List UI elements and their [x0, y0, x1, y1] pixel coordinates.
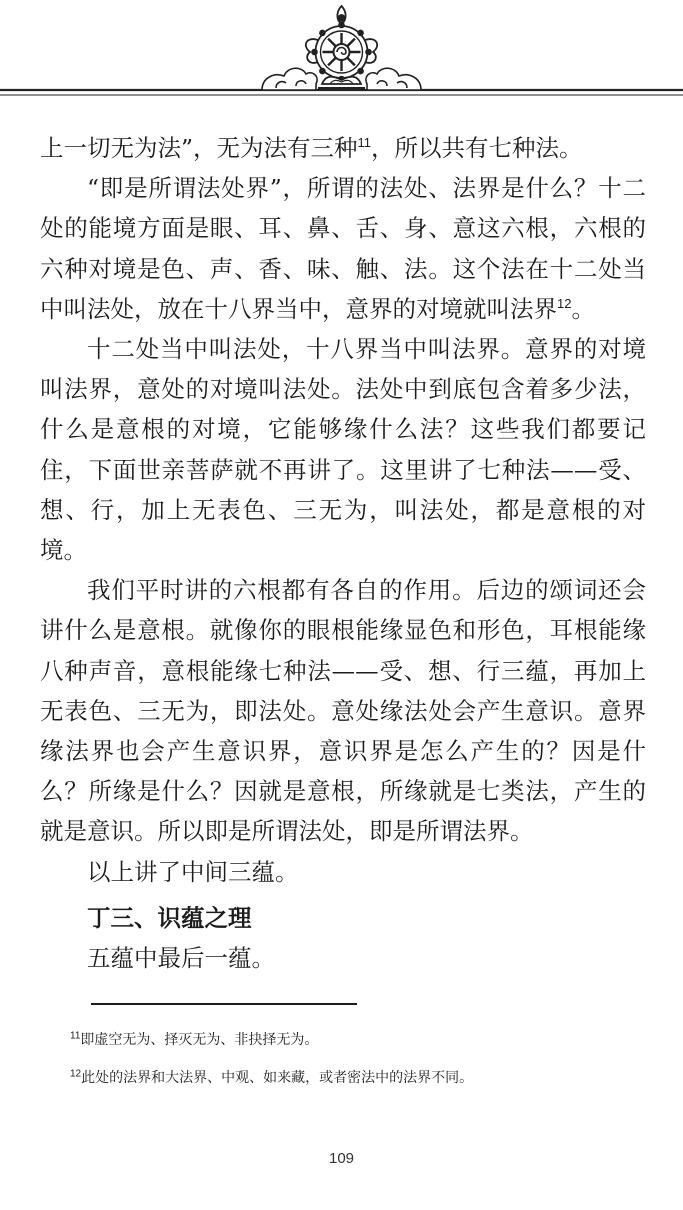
footnote-11: [70, 1030, 650, 1050]
header-rule: [0, 90, 683, 95]
footnote-number: 11: [70, 1030, 81, 1042]
footnote-text: 即虚空无为、择灭无为、非抉择无为。: [80, 1032, 319, 1048]
paragraph-2: [40, 168, 646, 329]
paragraph-3: 十二处当中叫法处，十八界当中叫法界。意界的对境叫法界，意处的对境叫法处。法处中到底包含着多少法，什么是意根的对境，它能够缘什么法？这些我们都要记住，下面世亲菩萨就不再讲了。这里讲了七种法——受、想、行，加上无表色、三无为，叫法处，都是意根的对境。: [40, 335, 646, 565]
cloud-scroll-left-icon: [262, 68, 317, 90]
paragraph-1: [40, 128, 646, 168]
footnote-divider: [91, 1003, 357, 1005]
paragraph-4: 我们平时讲的六根都有各自的作用。后边的颂词还会讲什么是意根。就像你的眼根能缘显色和形色，耳根能缘八种声音，意根能缘七种法——受、想、行三蕴，再加上无表色、三无为，即法处。意处缘法处会产生意识。意界缘法界也会产生意识界，意识界是怎么产生的？因是什么？所缘是什么？因就是意根，所缘就是七类法，产生的就是意识。所以即是所谓法处，即是所谓法界。: [40, 576, 646, 846]
paragraph-1-tail: ，所以共有七种法。: [371, 134, 583, 162]
paragraph-2-tail: 。: [571, 294, 595, 323]
footnote-ref-12[interactable]: 12: [557, 295, 572, 311]
paragraph-5: 以上讲了中间三蕴。: [87, 857, 299, 886]
footnote-12: [70, 1068, 650, 1088]
footnotes: [70, 1030, 650, 1106]
cloud-scroll-right-icon: [366, 68, 421, 90]
section-heading: 丁三、识蕴之理: [87, 903, 252, 932]
paragraph-2-text: “即是所谓法处界”，所谓的法处、法界是什么？十二处的能境方面是眼、耳、鼻、舌、身、意这六根，六根的六种对境是色、声、香、味、触、法。这个法在十二处当中叫法处，放在十八界当中，意界的对境就叫法界: [40, 174, 646, 323]
footnote-number: 12: [70, 1068, 82, 1080]
footnote-text: 此处的法界和大法界、中观、如来藏，或者密法中的法界不同。: [81, 1070, 474, 1086]
header-ornament: [0, 0, 683, 110]
paragraph-6: 五蕴中最后一蕴。: [87, 944, 275, 973]
footnote-ref-11[interactable]: 11: [357, 135, 372, 151]
page-number: 109: [328, 1150, 355, 1167]
main-text: [40, 128, 646, 978]
paragraph-1-text: 上一切无为法”，无为法有三种: [40, 134, 358, 162]
